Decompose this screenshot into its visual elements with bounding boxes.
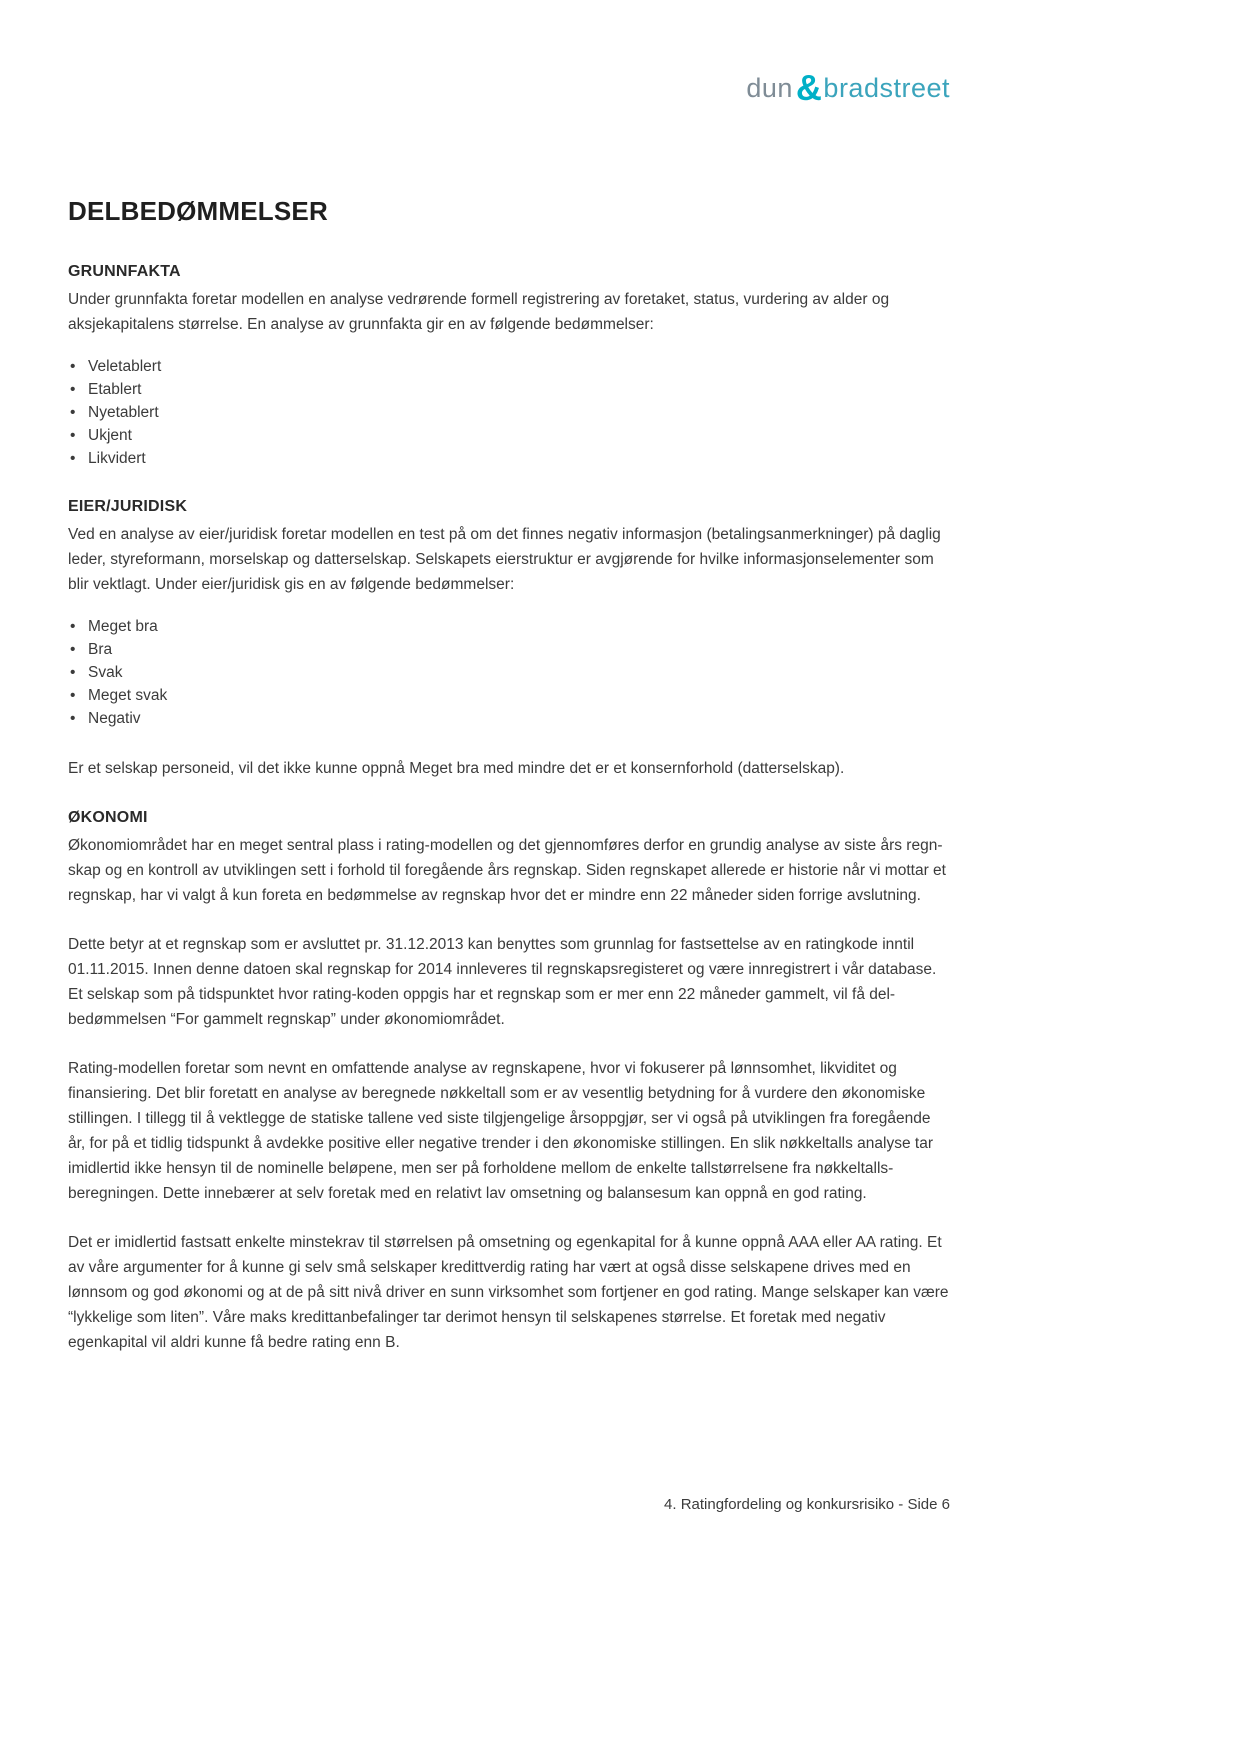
paragraph-okonomi-1: Økonomiområdet har en meget sentral plass i rating-modellen og det gjennomføres derfor en grundig analyse av siste års regn- skap og en kontroll av utviklingen sett i forhold til foregående års regnskap. Siden regnskapet allerede er historie når vi mottar et regnskap, har vi valgt å kun foreta en bedømmelse av regnskap hvor det er mindre enn 22 måneder siden forrige avslutning. <box>68 837 946 904</box>
bullet-item: • Meget svak <box>68 684 950 707</box>
paragraph-personeid-note: Er et selskap personeid, vil det ikke kunne oppnå Meget bra med mindre det er et konsernforhold (datterselskap). <box>68 760 845 777</box>
dun-bradstreet-logo <box>68 68 950 108</box>
bullet-item: • Negativ <box>68 707 950 730</box>
paragraph-okonomi-3: Rating-modellen foretar som nevnt en omfattende analyse av regnskapene, hvor vi fokuserer på lønnsomhet, likviditet og finansiering. Det blir foretatt en analyse av beregnede nøkkeltall som er av vesentlig betydning for å vurdere den økonomiske stillingen. I tillegg til å vektlegge de statiske tallene ved siste tilgjengelige årsoppgjør, ser vi også på utviklingen fra foregående år, for på et tidlig tidspunkt å avdekke positive eller negative trender i den økonomiske stillingen. En slik nøkkeltalls analyse tar imidlertid ikke hensyn til de nominelle beløpene, men ser på forholdene mellom de enkelte tallstørrelsene fra nøkkeltalls- beregningen. Dette innebærer at selv foretak med en relativt lav omsetning og balansesum kan oppnå en god rating. <box>68 1060 933 1202</box>
logo-text-bradstreet: bradstreet <box>823 73 950 103</box>
paragraph-grunnfakta-intro: Under grunnfakta foretar modellen en analyse vedrørende formell registrering av foretaket, status, vurdering av alder og aksjekapitalens størrelse. En analyse av grunnfakta gir en av følgende bedømmelser: <box>68 291 890 333</box>
bullet-item: • Meget bra <box>68 615 950 638</box>
bullet-item: • Bra <box>68 638 950 661</box>
section-heading-okonomi: ØKONOMI <box>68 809 148 826</box>
content-column <box>68 0 950 1754</box>
section-heading-grunnfakta: GRUNNFAKTA <box>68 263 181 280</box>
logo-text-dun: dun <box>746 73 793 103</box>
paragraph-okonomi-2: Dette betyr at et regnskap som er avsluttet pr. 31.12.2013 kan benyttes som grunnlag for fastsettelse av en ratingkode inntil 01.11.2015. Innen denne datoen skal regnskap for 2014 innleveres til regnskapsregisteret og være innregistrert i vår database. Et selskap som på tidspunktet hvor rating-koden oppgis har et regnskap som er mer enn 22 måneder gammelt, vil få del- bedømmelsen “For gammelt regnskap” under økonomiområdet. <box>68 936 937 1028</box>
bullet-item: • Likvidert <box>68 447 950 470</box>
bullet-item: • Etablert <box>68 378 950 401</box>
paragraph-okonomi-4: Det er imidlertid fastsatt enkelte minstekrav til størrelsen på omsetning og egenkapital for å kunne oppnå AAA eller AA rating. Et av våre argumenter for å kunne gi selv små selskaper kredittverdig rating har vært at også disse selskapene drives med en lønnsom og god økonomi og at de på sitt nivå driver en sunn virksomhet som fortjener en god rating. Mange selskaper kan være “lykkelige som liten”. Våre maks kredittanbefalinger tar derimot hensyn til selskapenes størrelse. Et foretak med negativ egenkapital vil aldri kunne få bedre rating enn B. <box>68 1234 949 1351</box>
paragraph-eier-juridisk-intro: Ved en analyse av eier/juridisk foretar modellen en test på om det finnes negativ informasjon (betalingsanmerkninger) på daglig leder, styreformann, morselskap og datterselskap. Selskapets eierstruktur er avgjørende for hvilke informasjonselementer som blir vektlagt. Under eier/juridisk gis en av følgende bedømmelser: <box>68 526 941 593</box>
bullet-list-grunnfakta <box>68 355 950 470</box>
page-footer: 4. Ratingfordeling og konkursrisiko - Side 6 <box>664 1496 950 1513</box>
bullet-item: • Svak <box>68 661 950 684</box>
page-title: DELBEDØMMELSER <box>68 196 328 226</box>
logo-ampersand-icon: & <box>795 67 823 108</box>
bullet-list-eier-juridisk <box>68 615 950 730</box>
bullet-item: • Veletablert <box>68 355 950 378</box>
bullet-item: • Ukjent <box>68 424 950 447</box>
bullet-item: • Nyetablert <box>68 401 950 424</box>
section-heading-eier-juridisk: EIER/JURIDISK <box>68 498 188 515</box>
